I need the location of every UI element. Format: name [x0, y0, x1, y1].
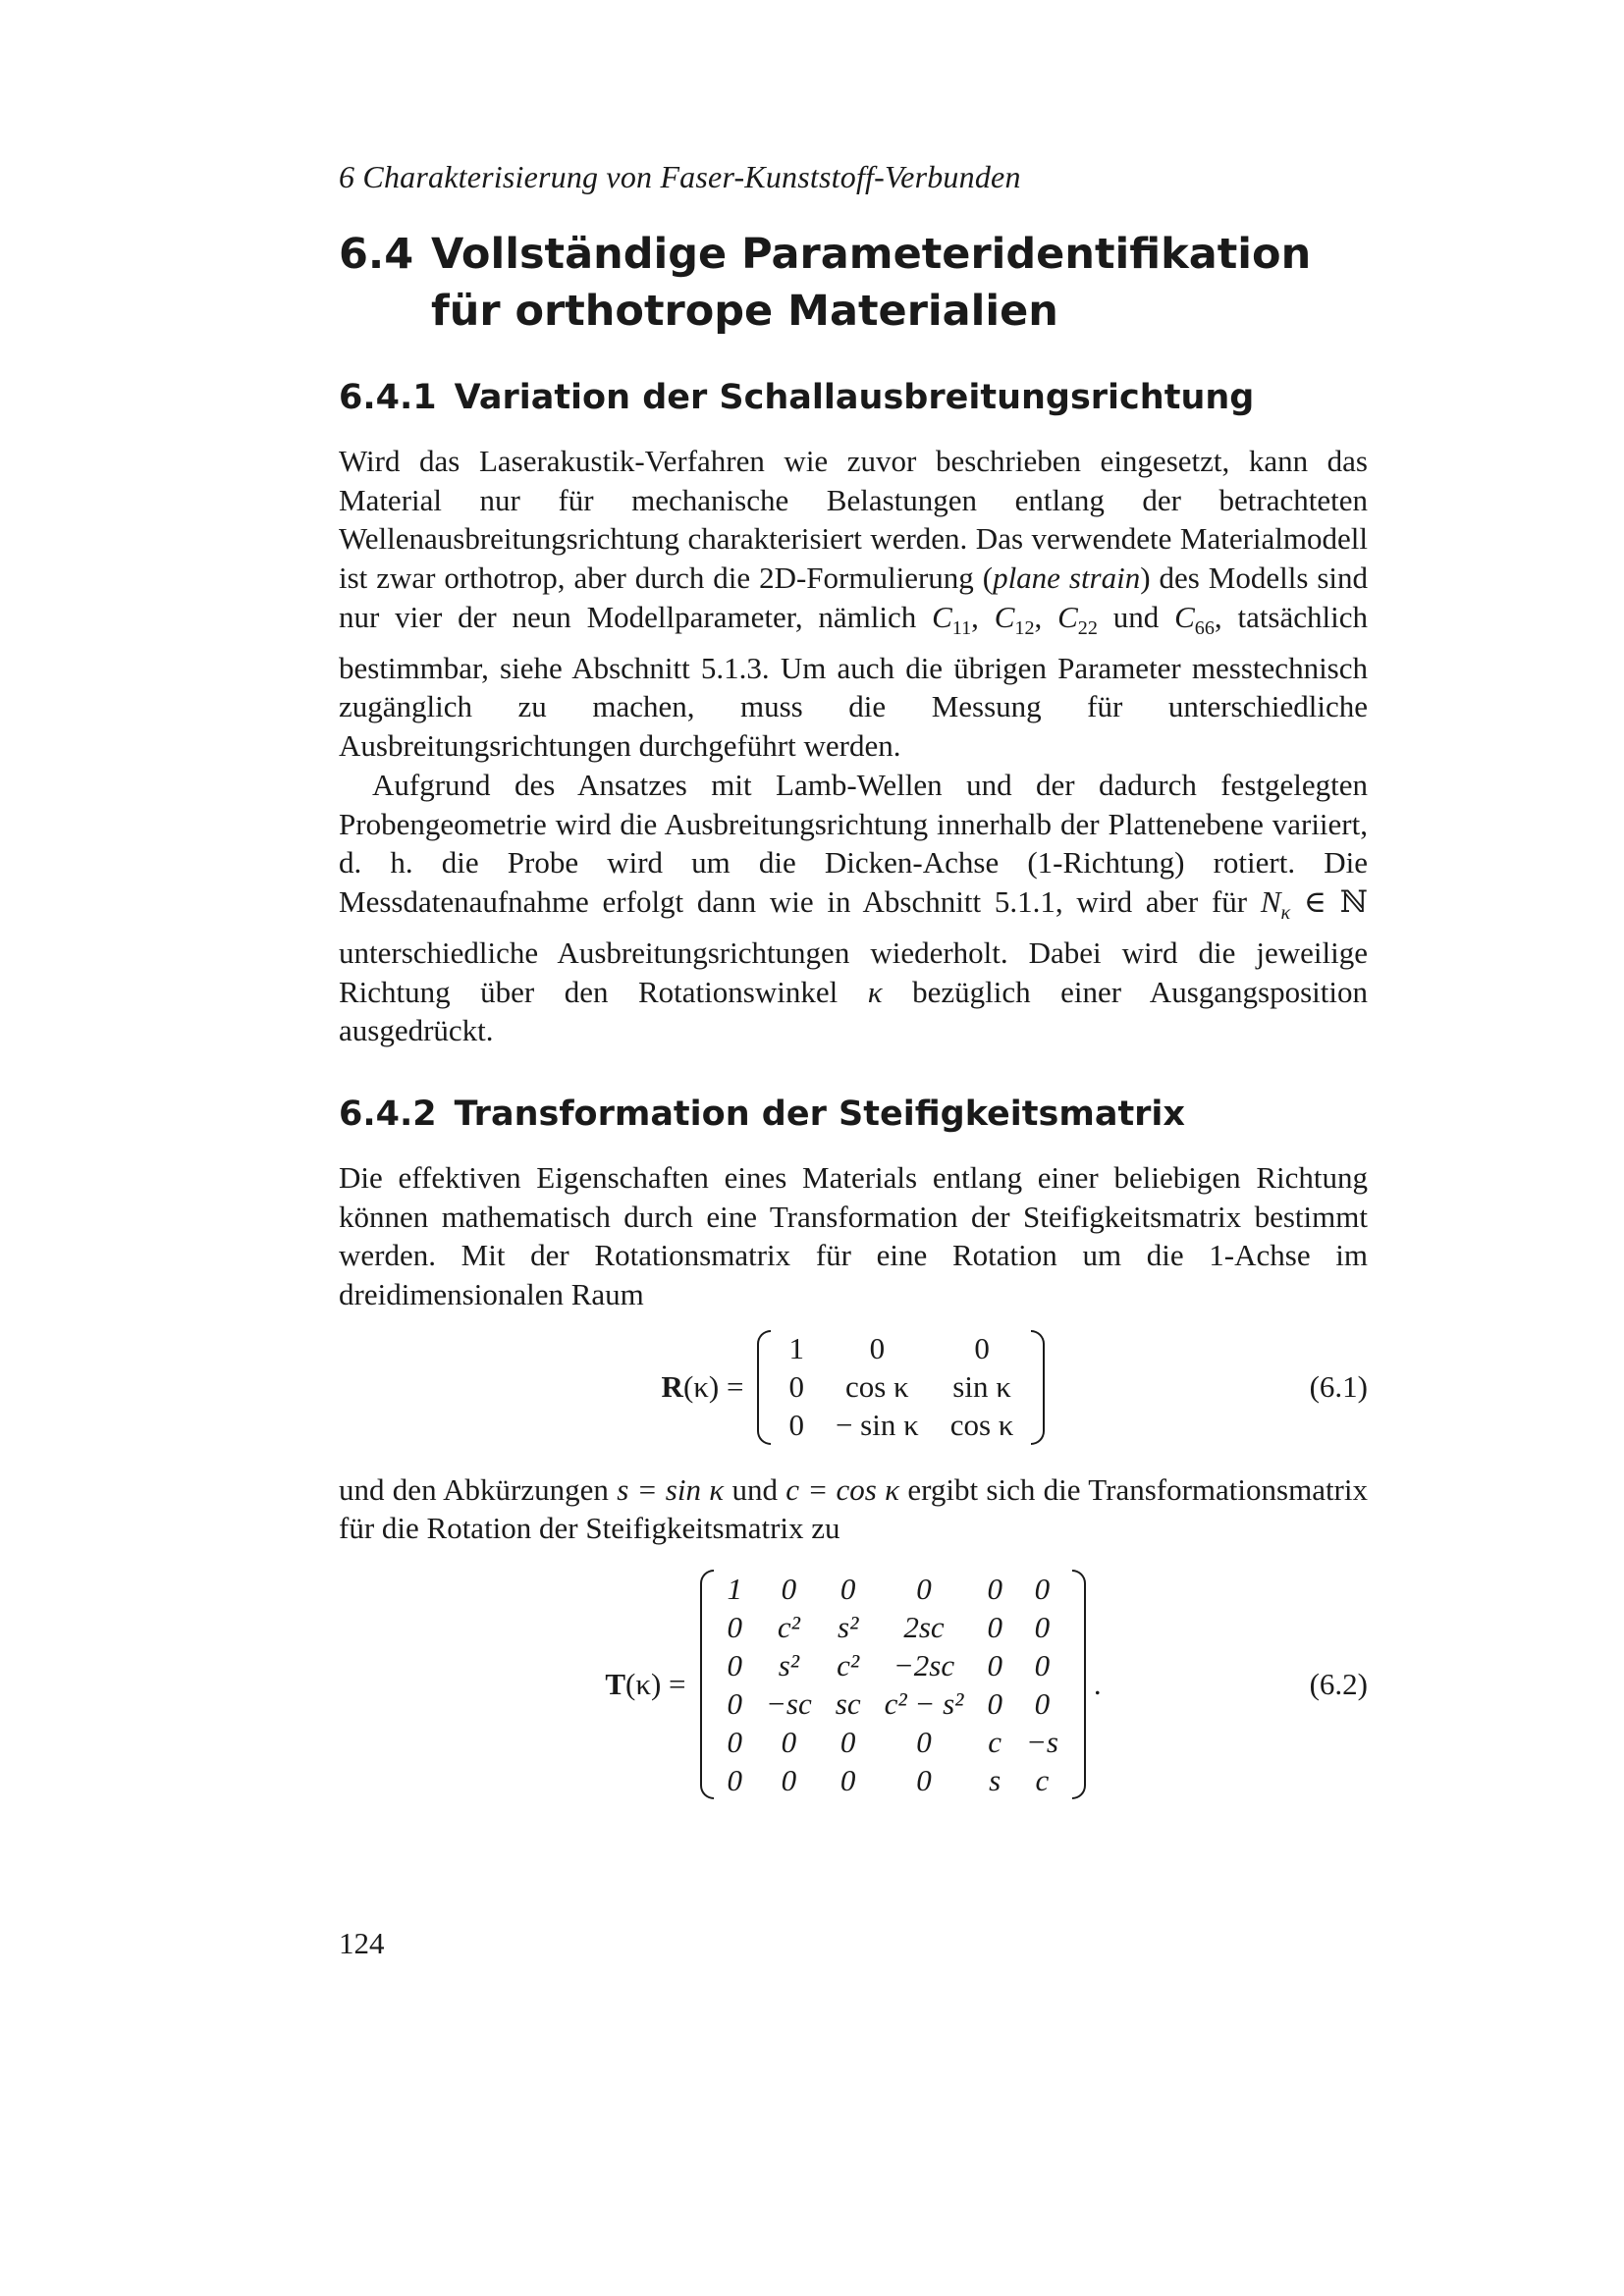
matrix-row — [773, 1330, 1029, 1368]
subsection-title-1: Variation der Schallausbreitungsrichtung — [454, 378, 1255, 417]
matrix-row — [716, 1608, 1070, 1646]
subsection-number-2: 6.4.2 — [339, 1094, 437, 1134]
matrix-cell: 0 — [1034, 1685, 1051, 1721]
section-title: Vollständige Parameteridentifikation für orthotrope Materialien — [431, 230, 1312, 336]
matrix-cell: 0 — [727, 1647, 743, 1682]
matrix-cell: 0 — [916, 1724, 932, 1759]
math-c12 — [994, 599, 1035, 639]
equation-6-1 — [339, 1330, 1368, 1445]
subsection-heading-1 — [339, 375, 1368, 420]
section-heading — [339, 226, 1368, 340]
matrix-cell: 0 — [839, 1571, 856, 1606]
right-parenthesis — [1031, 1330, 1045, 1445]
equation-label: (6.2) — [1309, 1667, 1368, 1702]
matrix-cell: 0 — [916, 1571, 932, 1606]
matrix-cell: 0 — [727, 1609, 743, 1644]
matrix-row — [716, 1570, 1070, 1608]
matrix-cell: − sin κ — [835, 1408, 919, 1443]
right-parenthesis — [1072, 1570, 1086, 1799]
matrix-row — [716, 1684, 1070, 1723]
math-n-kappa — [1260, 883, 1291, 925]
paragraph-4 — [339, 1470, 1368, 1548]
math-symbol: C — [1057, 599, 1078, 634]
matrix-row — [716, 1646, 1070, 1684]
page-content — [339, 157, 1368, 1799]
matrix-row — [773, 1368, 1029, 1407]
math-symbol: N — [1260, 883, 1281, 919]
math-subscript: 12 — [1014, 617, 1035, 639]
matrix-cell: 0 — [987, 1609, 1002, 1644]
matrix-cell: cos κ — [949, 1408, 1014, 1443]
section-number: 6.4 — [339, 230, 414, 279]
text-run: ergibt sich die Transformationsmatrix für die Rotation der Steifigkeitsmatrix zu — [339, 1471, 1368, 1546]
text-run: , tatsächlich bestimmbar, siehe Abschnitt 5.1.3. Um auch die übrigen Parameter messtechnisch zugänglich zu machen, muss die Messung für unterschiedliche Ausbreitungsrichtungen durchgeführt werden. — [339, 599, 1369, 764]
matrix-cell: 0 — [869, 1331, 886, 1366]
equation-argument: (κ) = — [682, 1369, 744, 1405]
matrix-cell: 0 — [839, 1762, 856, 1797]
matrix-cell: 0 — [1034, 1571, 1051, 1606]
matrix-cell: 0 — [916, 1762, 932, 1797]
matrix-cell: 0 — [987, 1647, 1002, 1682]
matrix-cell: 1 — [727, 1571, 743, 1606]
matrix-cell: c² — [837, 1647, 860, 1682]
text-run: , — [971, 599, 995, 634]
matrix-cell: 1 — [788, 1331, 804, 1366]
matrix-row — [773, 1407, 1029, 1445]
matrix-cell: 0 — [727, 1762, 743, 1797]
math-subscript: 22 — [1077, 617, 1098, 639]
subsection-number-1: 6.4.1 — [339, 378, 437, 417]
matrix-body — [716, 1570, 1070, 1799]
left-parenthesis — [757, 1330, 771, 1445]
equation-period: . — [1093, 1667, 1102, 1702]
math-s-definition: s = sin κ — [617, 1471, 725, 1507]
left-parenthesis — [700, 1570, 714, 1799]
page-number: 124 — [339, 1926, 385, 1960]
paragraph-3: Die effektiven Eigenschaften eines Materials entlang einer beliebigen Richtung können mathematisch durch eine Transformation der Steifigkeitsmatrix bestimmt werden. Mit der Rotationsmatrix für eine Rotation um die 1-Achse im dreidimensionalen Raum — [339, 1159, 1368, 1312]
matrix-cell: c² — [777, 1609, 800, 1644]
math-symbol: C — [1174, 599, 1195, 634]
math-subscript: κ — [1280, 902, 1291, 925]
matrix-cell: 0 — [788, 1408, 804, 1443]
text-run: Aufgrund des Ansatzes mit Lamb-Wellen und der dadurch festgelegten Probengeometrie wird die Ausbreitungsrichtung innerhalb der Plattenebene variiert, d. h. die Probe wird um die Dicken-Achse (1-Richtung) rotiert. Die Messdatenaufnahme erfolgt dann wie in Abschnitt 5.1.1, wird aber für — [339, 767, 1368, 919]
matrix-symbol-t: T — [605, 1667, 625, 1702]
paragraph-2 — [339, 766, 1368, 1050]
matrix-cell: −s — [1025, 1724, 1058, 1759]
matrix-cell: 0 — [1034, 1609, 1051, 1644]
math-symbol: C — [932, 599, 952, 634]
subsection-title-2: Transformation der Steifigkeitsmatrix — [454, 1094, 1186, 1134]
math-symbol: C — [994, 599, 1015, 634]
math-c11 — [932, 599, 972, 639]
text-run: und den Abkürzungen — [339, 1471, 618, 1507]
matrix-cell: 0 — [974, 1331, 990, 1366]
emphasis-plane-strain: plane strain — [993, 561, 1141, 596]
matrix-symbol-r: R — [661, 1369, 683, 1405]
matrix-cell: sin κ — [952, 1369, 1011, 1405]
matrix-cell: 0 — [839, 1724, 856, 1759]
equation-6-2 — [339, 1570, 1368, 1799]
matrix-cell: s² — [838, 1609, 859, 1644]
text-run: und — [724, 1471, 786, 1507]
matrix-cell: 0 — [781, 1762, 797, 1797]
matrix-body — [773, 1330, 1029, 1445]
transformation-matrix — [700, 1570, 1086, 1799]
math-subscript: 11 — [951, 617, 972, 639]
matrix-cell: 0 — [788, 1369, 804, 1405]
matrix-cell: cos κ — [844, 1369, 909, 1405]
matrix-cell: 0 — [781, 1724, 797, 1759]
equation-lhs — [662, 1369, 744, 1405]
math-c-definition: c = cos κ — [785, 1471, 900, 1507]
text-run: ∈ ℕ — [1290, 883, 1368, 919]
matrix-cell: sc — [835, 1685, 861, 1721]
matrix-cell: 0 — [1034, 1647, 1051, 1682]
matrix-cell: 2sc — [903, 1609, 945, 1644]
equation-label: (6.1) — [1309, 1369, 1368, 1405]
paragraph-1 — [339, 442, 1368, 766]
matrix-cell: 0 — [987, 1685, 1002, 1721]
math-subscript: 66 — [1194, 617, 1215, 639]
math-c22 — [1057, 599, 1098, 639]
equation-lhs — [605, 1667, 685, 1702]
matrix-cell: c — [1035, 1762, 1050, 1797]
text-run: ) des Modells sind nur vier der neun Modellparameter, nämlich — [339, 561, 1368, 634]
math-kappa: κ — [867, 974, 883, 1009]
matrix-cell: −sc — [766, 1685, 812, 1721]
text-run: Wird das Laserakustik-Verfahren wie zuvor beschrieben eingesetzt, kann das Material nur für mechanische Belastungen entlang der betrachteten Wellenausbreitungsrichtung charakterisiert werden. Das verwendete Materialmodell ist zwar orthotrop, aber durch die 2D-Formulierung ( — [339, 444, 1368, 596]
text-run: unterschiedliche Ausbreitungsrichtungen wiederholt. Dabei wird die jeweilige Richtung über den Rotationswinkel — [339, 934, 1368, 1009]
text-run: bezüglich einer Ausgangsposition ausgedrückt. — [339, 974, 1368, 1048]
matrix-cell: 0 — [781, 1571, 797, 1606]
matrix-cell: 0 — [727, 1724, 743, 1759]
subsection-heading-2 — [339, 1092, 1368, 1137]
matrix-cell: s² — [778, 1647, 800, 1682]
matrix-cell: −2sc — [893, 1647, 955, 1682]
text-run: und — [1097, 599, 1175, 634]
equation-argument: (κ) = — [625, 1667, 686, 1702]
text-run: , — [1034, 599, 1058, 634]
rotation-matrix — [757, 1330, 1045, 1445]
matrix-row — [716, 1723, 1070, 1761]
matrix-row — [716, 1761, 1070, 1799]
running-head: 6 Charakterisierung von Faser-Kunststoff-Verbunden — [339, 159, 1021, 194]
matrix-cell: c² − s² — [884, 1685, 964, 1721]
matrix-cell: 0 — [987, 1571, 1002, 1606]
matrix-cell: c — [988, 1724, 1002, 1759]
math-c66 — [1174, 599, 1215, 639]
matrix-cell: s — [989, 1762, 1001, 1797]
matrix-cell: 0 — [727, 1685, 743, 1721]
